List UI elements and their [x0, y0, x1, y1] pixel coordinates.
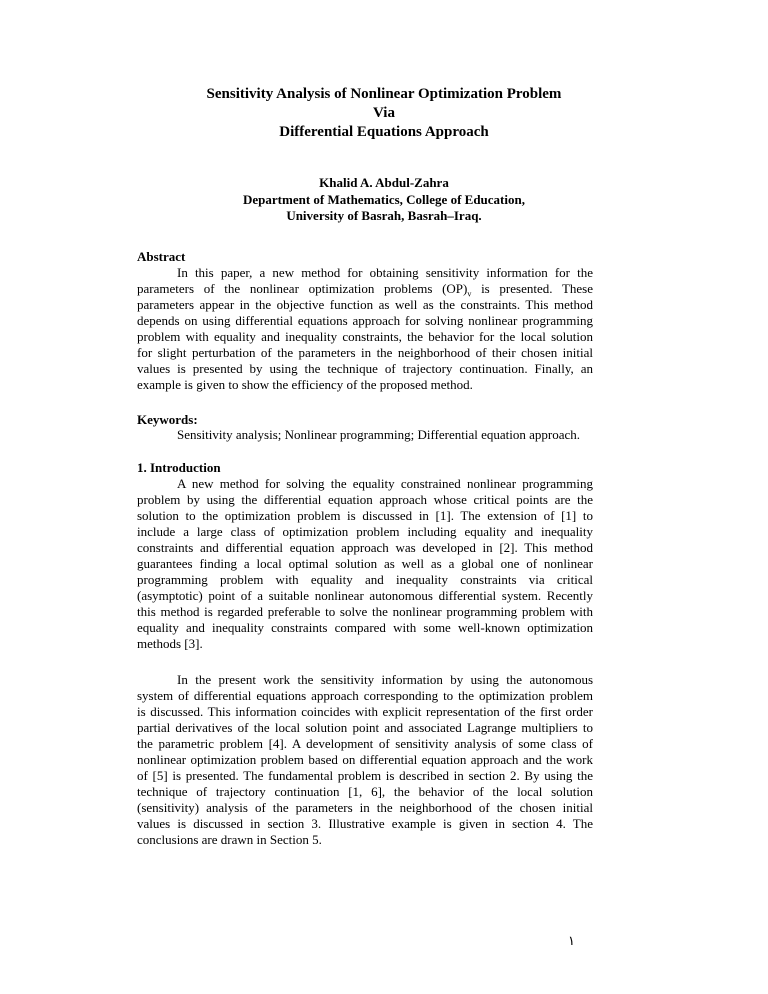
text-line: values is presented by using the technique of trajectory continuation. Finally, an	[137, 361, 593, 376]
title-line-3: Differential Equations Approach	[279, 124, 489, 140]
text-line: conclusions are drawn in Section 5.	[137, 832, 322, 847]
text-line: of [5] is presented. The fundamental problem is described in section 2. By using the	[137, 768, 593, 783]
text-line: guarantees finding a local optimal solution as well as a global one of nonlinear	[137, 556, 593, 571]
author-name: Khalid A. Abdul-Zahra	[319, 175, 449, 190]
title-line-2: Via	[373, 105, 395, 121]
text-line: system of differential equations approach corresponding to the optimization problem	[137, 688, 593, 703]
keywords-text: Sensitivity analysis; Nonlinear programming; Differential equation approach.	[177, 427, 581, 442]
text-line: programming problem with equality and inequality constraints via critical	[137, 572, 593, 587]
text-line: parameters of the nonlinear optimization problems $(OP)_v$ is presented. These	[137, 281, 593, 299]
text-line: values is discussed in section 3. Illustrative example is given in section 4. The	[137, 816, 593, 831]
page-number: ١	[568, 933, 575, 948]
text-line: (asymptotic) point of a suitable nonlinear autonomous differential system. Recently	[137, 588, 593, 603]
text-line: include a large class of optimization problem including equality and inequality	[137, 524, 593, 539]
text-line: (sensitivity) analysis of the parameters in the neighborhood of the chosen initial	[137, 800, 593, 815]
abstract-body	[137, 265, 593, 393]
keywords-heading: Keywords:	[137, 412, 198, 427]
text-line: parameters appear in the objective function as well as the constraints. This method	[137, 297, 593, 312]
abstract-heading: Abstract	[137, 249, 186, 264]
text-line: for slight perturbation of the parameters in the neighborhood of their chosen initial	[137, 345, 593, 360]
text-line: problem with equality and inequality constraints, the behavior for the local solution	[137, 329, 593, 344]
text-line: In this paper, a new method for obtaining sensitivity information for the	[177, 265, 593, 280]
text-line: example is given to show the efficiency of the proposed method.	[137, 377, 473, 392]
text-line: methods [3].	[137, 636, 203, 651]
text-line: In the present work the sensitivity information by using the autonomous	[177, 672, 593, 687]
text-line: the parametric problem [4]. A development of sensitivity analysis of some class of	[137, 736, 593, 751]
introduction-paragraph-2	[137, 672, 593, 848]
text-line: partial derivatives of the local solution point and associated Lagrange multipliers to	[137, 720, 593, 735]
text-line: solution to the optimization problem is discussed in [1]. The extension of [1] to	[137, 508, 593, 523]
text-line: problem by using the differential equation approach whose critical points are the	[137, 492, 593, 507]
text-line: A new method for solving the equality constrained nonlinear programming	[177, 476, 593, 491]
text-line: this method is regarded preferable to solve the nonlinear programming problem with	[137, 604, 593, 619]
introduction-paragraph-1	[137, 476, 593, 652]
affiliation-line-2: University of Basrah, Basrah–Iraq.	[286, 208, 482, 223]
text-line: is discussed. This information coincides with explicit representation of the first order	[137, 704, 593, 719]
text-line: nonlinear optimization problem based on differential equation approach and the work	[137, 752, 593, 767]
text-line: equality and inequality constraints compared with some well-known optimization	[137, 620, 593, 635]
introduction-heading: 1. Introduction	[137, 460, 221, 475]
affiliation-line-1: Department of Mathematics, College of Education,	[243, 192, 525, 207]
title-line-1: Sensitivity Analysis of Nonlinear Optimization Problem	[206, 86, 562, 102]
text-line: depends on using differential equations approach for solving nonlinear programming	[137, 313, 593, 328]
text-line: constraints and differential equation approach was developed in [2]. This method	[137, 540, 593, 555]
text-line: technique of trajectory continuation [1, 6], the behavior of the local solution	[137, 784, 593, 799]
